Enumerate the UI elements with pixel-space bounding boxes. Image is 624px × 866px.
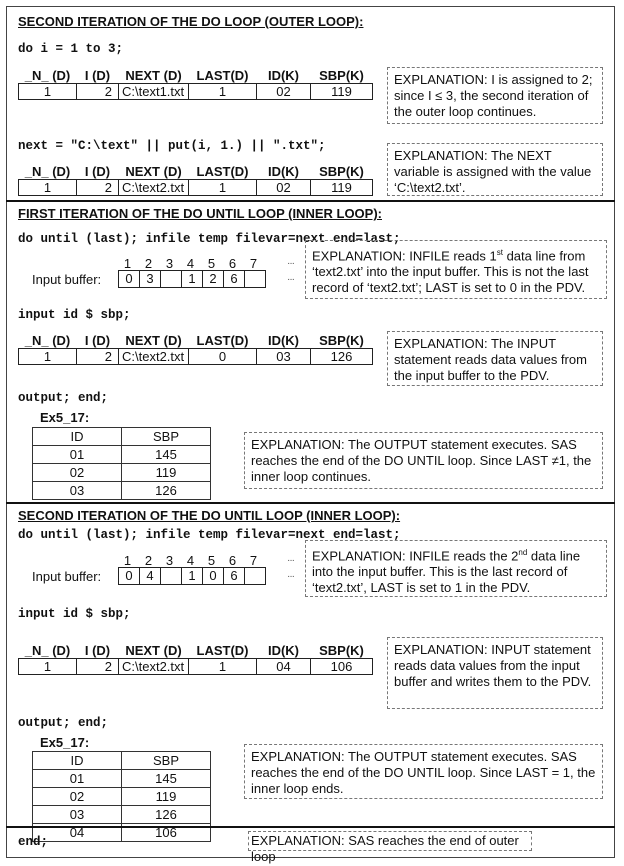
pdv-cell: 1 — [189, 180, 257, 196]
pdv-header: SBP(K) — [319, 164, 364, 179]
section3-heading: SECOND ITERATION OF THE DO UNTIL LOOP (INNER LOOP): — [18, 508, 401, 523]
section2-heading: FIRST ITERATION OF THE DO UNTIL LOOP (INNER LOOP): — [18, 206, 382, 221]
pdv-header: ID(K) — [267, 164, 300, 179]
pdv-header: NEXT (D) — [125, 643, 182, 658]
code-do-until: do until (last); infile temp filevar=next end=last; — [18, 232, 401, 246]
pdv-cell: 2 — [77, 180, 119, 196]
table-row: 01 145 — [33, 770, 211, 788]
pdv-header: LAST(D) — [196, 68, 249, 83]
pdv-cell: 1 — [19, 349, 77, 365]
pdv-cell: 2 — [77, 349, 119, 365]
input-buffer-label: Input buffer: — [32, 569, 102, 584]
pdv-cell: 03 — [257, 349, 311, 365]
code-do-until: do until (last); infile temp filevar=next end=last; — [18, 528, 401, 542]
code-input: input id $ sbp; — [18, 308, 131, 322]
ellipsis-icon: ··· — [287, 274, 294, 285]
code-end: end; — [18, 835, 49, 849]
ellipsis-icon: ··· — [287, 571, 294, 582]
pdv-cell: 1 — [19, 84, 77, 100]
code-output-end: output; end; — [18, 391, 109, 405]
table-row: 02 119 — [33, 464, 211, 482]
explanation-box: EXPLANATION: SAS reaches the end of outer loop — [248, 831, 532, 851]
pdv-table-4 — [18, 643, 373, 675]
pdv-cell: 2 — [77, 659, 119, 675]
table-row: 01 145 — [33, 446, 211, 464]
explanation-box: EXPLANATION: The OUTPUT statement executes. SAS reaches the end of the DO UNTIL loop. Since LAST = 1, the inner loop ends. — [244, 744, 603, 799]
pdv-cell: 02 — [257, 84, 311, 100]
pdv-header: LAST(D) — [196, 164, 249, 179]
pdv-cell: 126 — [311, 349, 373, 365]
pdv-cell: C:\text2.txt — [119, 180, 189, 196]
pdv-header: _N_ (D) — [24, 333, 71, 348]
pdv-header: _N_ (D) — [24, 68, 71, 83]
section1-heading: SECOND ITERATION OF THE DO LOOP (OUTER LOOP): — [18, 14, 364, 29]
pdv-cell: 1 — [189, 84, 257, 100]
pdv-cell: 1 — [19, 659, 77, 675]
pdv-cell: C:\text2.txt — [119, 349, 189, 365]
buffer-column-numbers: 1 2 3 4 5 6 7 — [123, 256, 258, 271]
pdv-header: I (D) — [84, 643, 111, 658]
pdv-header: SBP(K) — [319, 333, 364, 348]
pdv-table-1 — [18, 68, 373, 100]
input-buffer-label: Input buffer: — [32, 272, 102, 287]
pdv-cell: 119 — [311, 84, 373, 100]
input-buffer: 0 4 1 0 6 — [118, 567, 266, 585]
explanation-box: EXPLANATION: INFILE reads 1st data line from ‘text2.txt’ into the input buffer. This is not the last record of ‘text2.txt’; LAST is set to 0 in the PDV. — [305, 240, 607, 299]
table-row: 02 119 — [33, 788, 211, 806]
section-divider — [6, 502, 615, 504]
pdv-header: NEXT (D) — [125, 68, 182, 83]
pdv-cell: 106 — [311, 659, 373, 675]
dataset-title: Ex5_17: — [40, 410, 90, 425]
section-divider — [6, 826, 615, 828]
input-buffer: 0 3 1 2 6 — [118, 270, 266, 288]
dataset-title: Ex5_17: — [40, 735, 90, 750]
explanation-box: EXPLANATION: I is assigned to 2; since I ≤ 3, the second iteration of the outer loop continues. — [387, 67, 603, 124]
pdv-header: ID(K) — [267, 333, 300, 348]
pdv-header: ID(K) — [267, 643, 300, 658]
pdv-header: SBP(K) — [319, 643, 364, 658]
pdv-header: LAST(D) — [196, 643, 249, 658]
pdv-cell: C:\text1.txt — [119, 84, 189, 100]
pdv-header: I (D) — [84, 164, 111, 179]
pdv-cell: 1 — [19, 180, 77, 196]
pdv-header: I (D) — [84, 333, 111, 348]
explanation-box: EXPLANATION: INPUT statement reads data values from the input buffer and writes them to the PDV. — [387, 637, 603, 709]
pdv-cell: C:\text2.txt — [119, 659, 189, 675]
dataset-table-1: ID SBP 01 145 02 119 03 126 — [32, 427, 211, 500]
pdv-cell: 2 — [77, 84, 119, 100]
code-next-assign: next = "C:\text" || put(i, 1.) || ".txt"; — [18, 139, 326, 153]
pdv-header: _N_ (D) — [24, 164, 71, 179]
code-do-loop: do i = 1 to 3; — [18, 42, 124, 56]
explanation-box: EXPLANATION: The NEXT variable is assigned with the value ‘C:\text2.txt’. — [387, 143, 603, 196]
code-output-end: output; end; — [18, 716, 109, 730]
code-input: input id $ sbp; — [18, 607, 131, 621]
pdv-cell: 04 — [257, 659, 311, 675]
buffer-column-numbers: 1 2 3 4 5 6 7 — [123, 553, 258, 568]
pdv-header: SBP(K) — [319, 68, 364, 83]
section-divider — [6, 200, 615, 202]
pdv-header: NEXT (D) — [125, 164, 182, 179]
ellipsis-icon: ··· — [287, 555, 294, 566]
pdv-header: I (D) — [84, 68, 111, 83]
pdv-cell: 02 — [257, 180, 311, 196]
explanation-box: EXPLANATION: The INPUT statement reads data values from the input buffer to the PDV. — [387, 331, 603, 386]
pdv-table-3 — [18, 333, 373, 365]
explanation-box: EXPLANATION: The OUTPUT statement executes. SAS reaches the end of the DO UNTIL loop. Since LAST ≠1, the inner loop continues. — [244, 432, 603, 489]
table-row: 03 126 — [33, 806, 211, 824]
dataset-table-2: ID SBP 01 145 02 119 03 126 04 106 — [32, 751, 211, 842]
table-row: 03 126 — [33, 482, 211, 500]
pdv-cell: 119 — [311, 180, 373, 196]
pdv-header: ID(K) — [267, 68, 300, 83]
ellipsis-icon: ··· — [287, 258, 294, 269]
explanation-box: EXPLANATION: INFILE reads the 2nd data line into the input buffer. This is the last record of ‘text2.txt’, LAST is set to 1 in the PDV. — [305, 540, 607, 597]
pdv-header: NEXT (D) — [125, 333, 182, 348]
pdv-header: _N_ (D) — [24, 643, 71, 658]
pdv-cell: 0 — [189, 349, 257, 365]
pdv-cell: 1 — [189, 659, 257, 675]
table-row: 04 106 — [33, 824, 211, 842]
pdv-header: LAST(D) — [196, 333, 249, 348]
pdv-table-2 — [18, 164, 373, 196]
